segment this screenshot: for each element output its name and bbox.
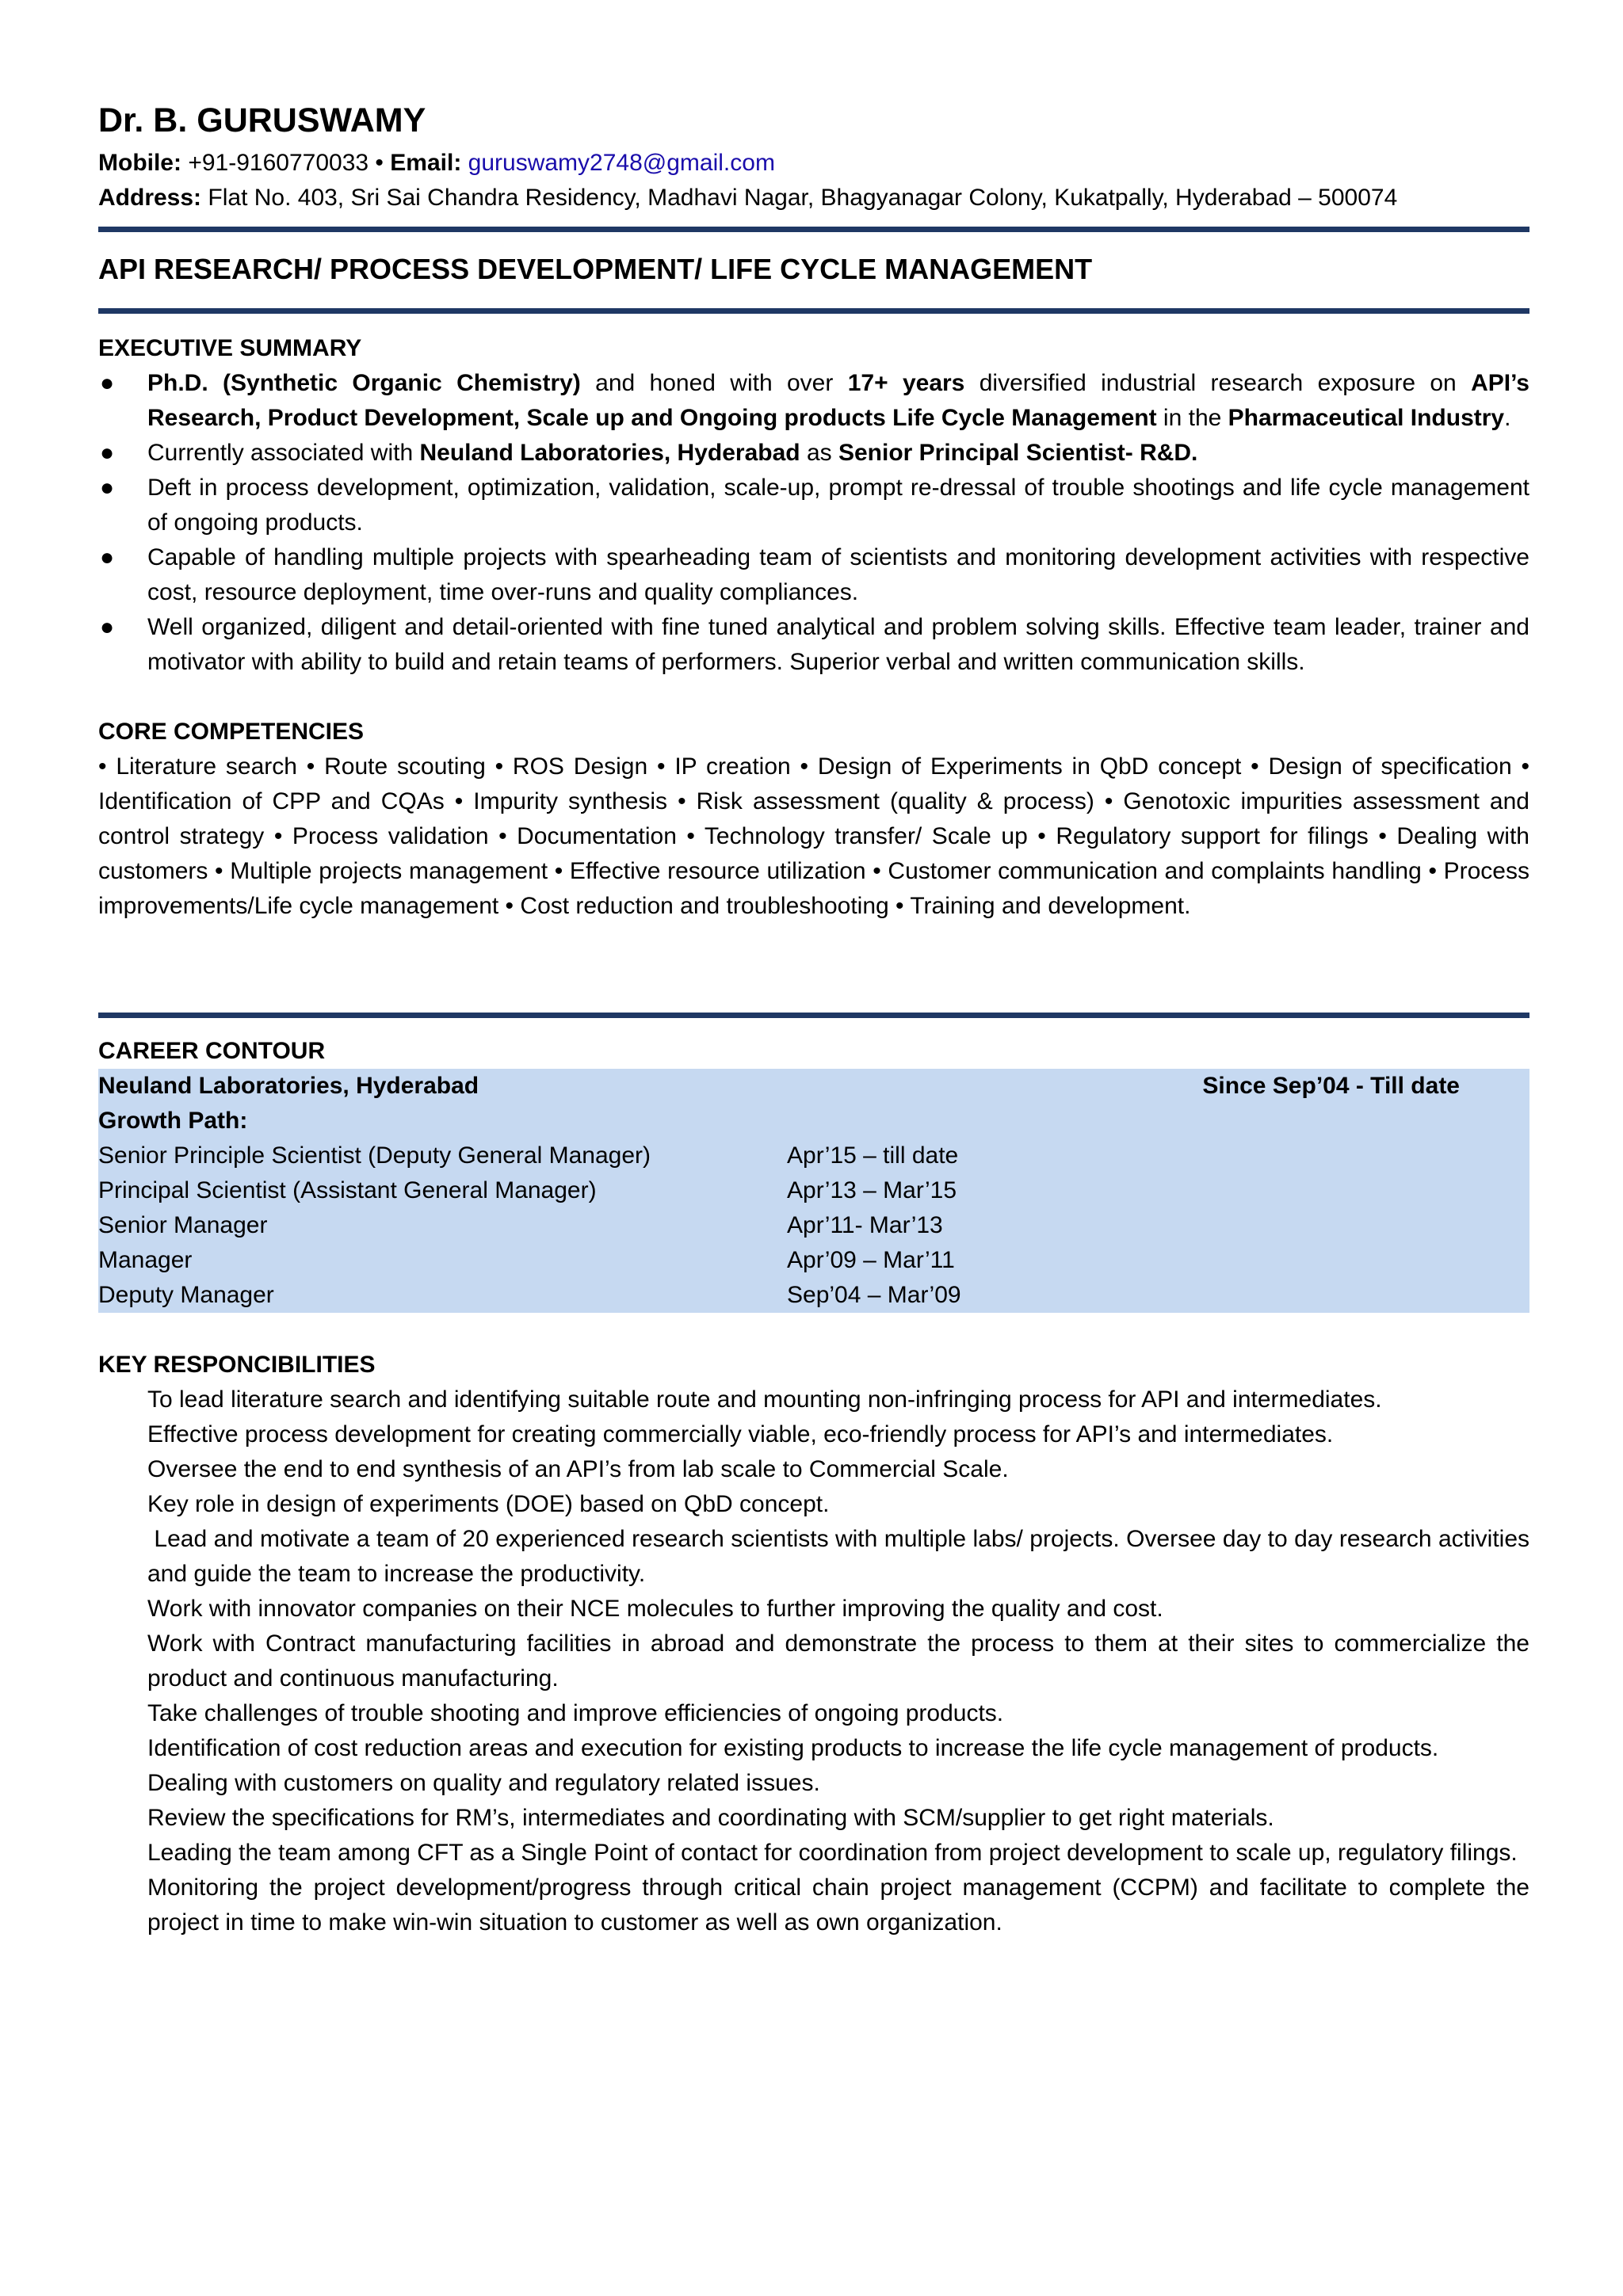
list-item xyxy=(98,1801,1529,1836)
responsibility-text: Monitoring the project development/progress through critical chain project management (CCPM) and facilitate to complete the project in time to make win-win situation to customer as well as own organization. xyxy=(147,1875,1537,1936)
list-item xyxy=(98,1627,1537,1696)
contact-line xyxy=(98,146,1529,181)
address-text: Flat No. 403, Sri Sai Chandra Residency, Madhavi Nagar, Bhagyanagar Colony, Kukatpally, Hyderabad – 500074 xyxy=(208,185,1398,211)
list-item xyxy=(98,1452,1529,1487)
role-dates: Apr’11- Mar’13 xyxy=(787,1212,943,1238)
growth-path-label xyxy=(98,1104,1529,1138)
core-competencies-title: CORE COMPETENCIES xyxy=(98,719,365,745)
responsibility-text: Take challenges of trouble shooting and improve efficiencies of ongoing products. xyxy=(147,1700,1004,1726)
summary-text: Currently associated with xyxy=(147,440,420,466)
responsibility-text: Work with Contract manufacturing facilities in abroad and demonstrate the process to them at their sites to commercialize the product and continuous manufacturing. xyxy=(147,1630,1537,1691)
summary-text: diversified industrial research exposure on xyxy=(964,370,1472,396)
table-row xyxy=(98,1208,1529,1243)
core-competencies-text: • Literature search • Route scouting • ROS Design • IP creation • Design of Experiments in QbD concept • Design of specification • Identification of CPP and CQAs • Impurity synthesis • Risk assessment (quality & process) • Genotoxic impurities assessment and control strategy • Process validation • Documentation • Technology transfer/ Scale up • Regulatory support for filings • Dealing with customers • Multiple projects management • Effective resource utilization • Customer communication and complaints handling • Process improvements/Life cycle management • Cost reduction and troubleshooting • Training and development. xyxy=(98,753,1529,919)
responsibility-text: Identification of cost reduction areas and execution for existing products to increase the life cycle management of products. xyxy=(147,1735,1439,1761)
responsibility-text: Effective process development for creating commercially viable, eco-friendly process for API’s and intermediates. xyxy=(147,1421,1334,1447)
executive-summary-list xyxy=(98,366,1529,680)
bullet-icon: ● xyxy=(100,440,115,466)
responsibility-text: Oversee the end to end synthesis of an API’s from lab scale to Commercial Scale. xyxy=(147,1456,1009,1482)
role-title: Senior Manager xyxy=(98,1212,268,1238)
company-period: Since Sep’04 - Till date xyxy=(1202,1073,1460,1099)
summary-highlight: 17+ years xyxy=(847,370,965,396)
candidate-name: Dr. B. GURUSWAMY xyxy=(98,101,426,139)
list-item xyxy=(98,1487,1529,1522)
bullet-icon: ● xyxy=(100,614,115,640)
email-label: Email: xyxy=(390,150,462,176)
list-item xyxy=(98,540,1529,610)
email-link[interactable]: guruswamy2748@gmail.com xyxy=(468,150,775,176)
responsibility-text: Key role in design of experiments (DOE) based on QbD concept. xyxy=(147,1491,830,1517)
summary-text: . xyxy=(1504,405,1511,431)
summary-text: in the xyxy=(1156,405,1228,431)
list-item xyxy=(98,436,1529,471)
role-list xyxy=(98,1138,1529,1313)
summary-highlight: Ph.D. (Synthetic Organic Chemistry) xyxy=(147,370,581,396)
role-title: Deputy Manager xyxy=(98,1282,274,1308)
spacer xyxy=(98,1313,1529,1348)
headline-divider xyxy=(98,308,1529,314)
resume-page xyxy=(98,98,1537,1940)
summary-highlight: Senior Principal Scientist- R&D. xyxy=(838,440,1198,466)
header-divider xyxy=(98,227,1529,232)
key-responsibilities-title: KEY RESPONCIBILITIES xyxy=(98,1352,376,1378)
responsibility-text: Review the specifications for RM’s, intermediates and coordinating with SCM/supplier to get right materials. xyxy=(147,1805,1274,1831)
list-item xyxy=(98,1766,1529,1801)
executive-summary-title: EXECUTIVE SUMMARY xyxy=(98,335,362,361)
company-row xyxy=(98,1069,1529,1104)
summary-text: Deft in process development, optimization, validation, scale-up, prompt re-dressal of trouble shootings and life cycle management of ongoing products. xyxy=(147,475,1529,536)
role-dates: Sep’04 – Mar’09 xyxy=(787,1282,961,1308)
profile-headline: API RESEARCH/ PROCESS DEVELOPMENT/ LIFE CYCLE MANAGEMENT xyxy=(98,253,1093,285)
responsibility-text: Work with innovator companies on their NCE molecules to further improving the quality and cost. xyxy=(147,1596,1163,1622)
career-divider xyxy=(98,1013,1529,1018)
summary-highlight: API’s Research, Product Development, Scale up and Ongoing products Life Cycle Management xyxy=(147,370,1529,431)
list-item xyxy=(98,1836,1529,1871)
table-row xyxy=(98,1138,1529,1173)
list-item xyxy=(98,1871,1537,1940)
bullet-icon: ● xyxy=(100,475,115,501)
address-line xyxy=(98,181,1529,215)
summary-highlight: Neuland Laboratories, Hyderabad xyxy=(419,440,800,466)
list-item xyxy=(98,1417,1529,1452)
list-item xyxy=(98,1522,1537,1592)
spacer xyxy=(98,924,1529,1013)
career-table xyxy=(98,1069,1529,1313)
list-item xyxy=(98,1696,1529,1731)
list-item xyxy=(98,610,1529,680)
career-contour-title: CAREER CONTOUR xyxy=(98,1038,326,1064)
role-dates: Apr’13 – Mar’15 xyxy=(787,1177,957,1203)
summary-text: Well organized, diligent and detail-oriented with fine tuned analytical and problem solving skills. Effective team leader, trainer and motivator with ability to build and retain teams of performers. Superior verbal and written communication skills. xyxy=(147,614,1529,675)
contact-separator: • xyxy=(375,150,384,176)
summary-text: as xyxy=(800,440,838,466)
list-item xyxy=(98,1731,1529,1766)
address-label: Address: xyxy=(98,185,202,211)
role-title: Principal Scientist (Assistant General Manager) xyxy=(98,1177,597,1203)
summary-highlight: Pharmaceutical Industry xyxy=(1228,405,1505,431)
role-title: Manager xyxy=(98,1247,193,1273)
responsibility-text: Lead and motivate a team of 20 experienced research scientists with multiple labs/ projects. Oversee day to day research activities and guide the team to increase the productivity. xyxy=(147,1526,1537,1587)
summary-text: and honed with over xyxy=(580,370,848,396)
responsibility-text: Dealing with customers on quality and regulatory related issues. xyxy=(147,1770,820,1796)
summary-text: Capable of handling multiple projects with spearheading team of scientists and monitoring development activities with respective cost, resource deployment, time over-runs and quality compliances. xyxy=(147,544,1529,605)
mobile-label: Mobile: xyxy=(98,150,181,176)
growth-path-text: Growth Path: xyxy=(98,1108,248,1134)
bullet-icon: ● xyxy=(100,544,115,570)
responsibility-text: Leading the team among CFT as a Single Point of contact for coordination from project development to scale up, regulatory filings. xyxy=(147,1840,1518,1866)
table-row xyxy=(98,1243,1529,1278)
bullet-icon: ● xyxy=(100,370,115,396)
table-row xyxy=(98,1278,1529,1313)
role-title: Senior Principle Scientist (Deputy General Manager) xyxy=(98,1142,651,1169)
responsibility-text: To lead literature search and identifying suitable route and mounting non-infringing process for API and intermediates. xyxy=(147,1386,1382,1413)
list-item xyxy=(98,471,1529,540)
role-dates: Apr’15 – till date xyxy=(787,1142,959,1169)
spacer xyxy=(98,680,1529,715)
table-row xyxy=(98,1173,1529,1208)
list-item xyxy=(98,1592,1529,1627)
list-item xyxy=(98,1383,1529,1417)
responsibilities-list xyxy=(98,1383,1537,1940)
company-name: Neuland Laboratories, Hyderabad xyxy=(98,1073,479,1099)
list-item xyxy=(98,366,1529,436)
mobile-number: +91-9160770033 xyxy=(188,150,369,176)
role-dates: Apr’09 – Mar’11 xyxy=(787,1247,955,1273)
